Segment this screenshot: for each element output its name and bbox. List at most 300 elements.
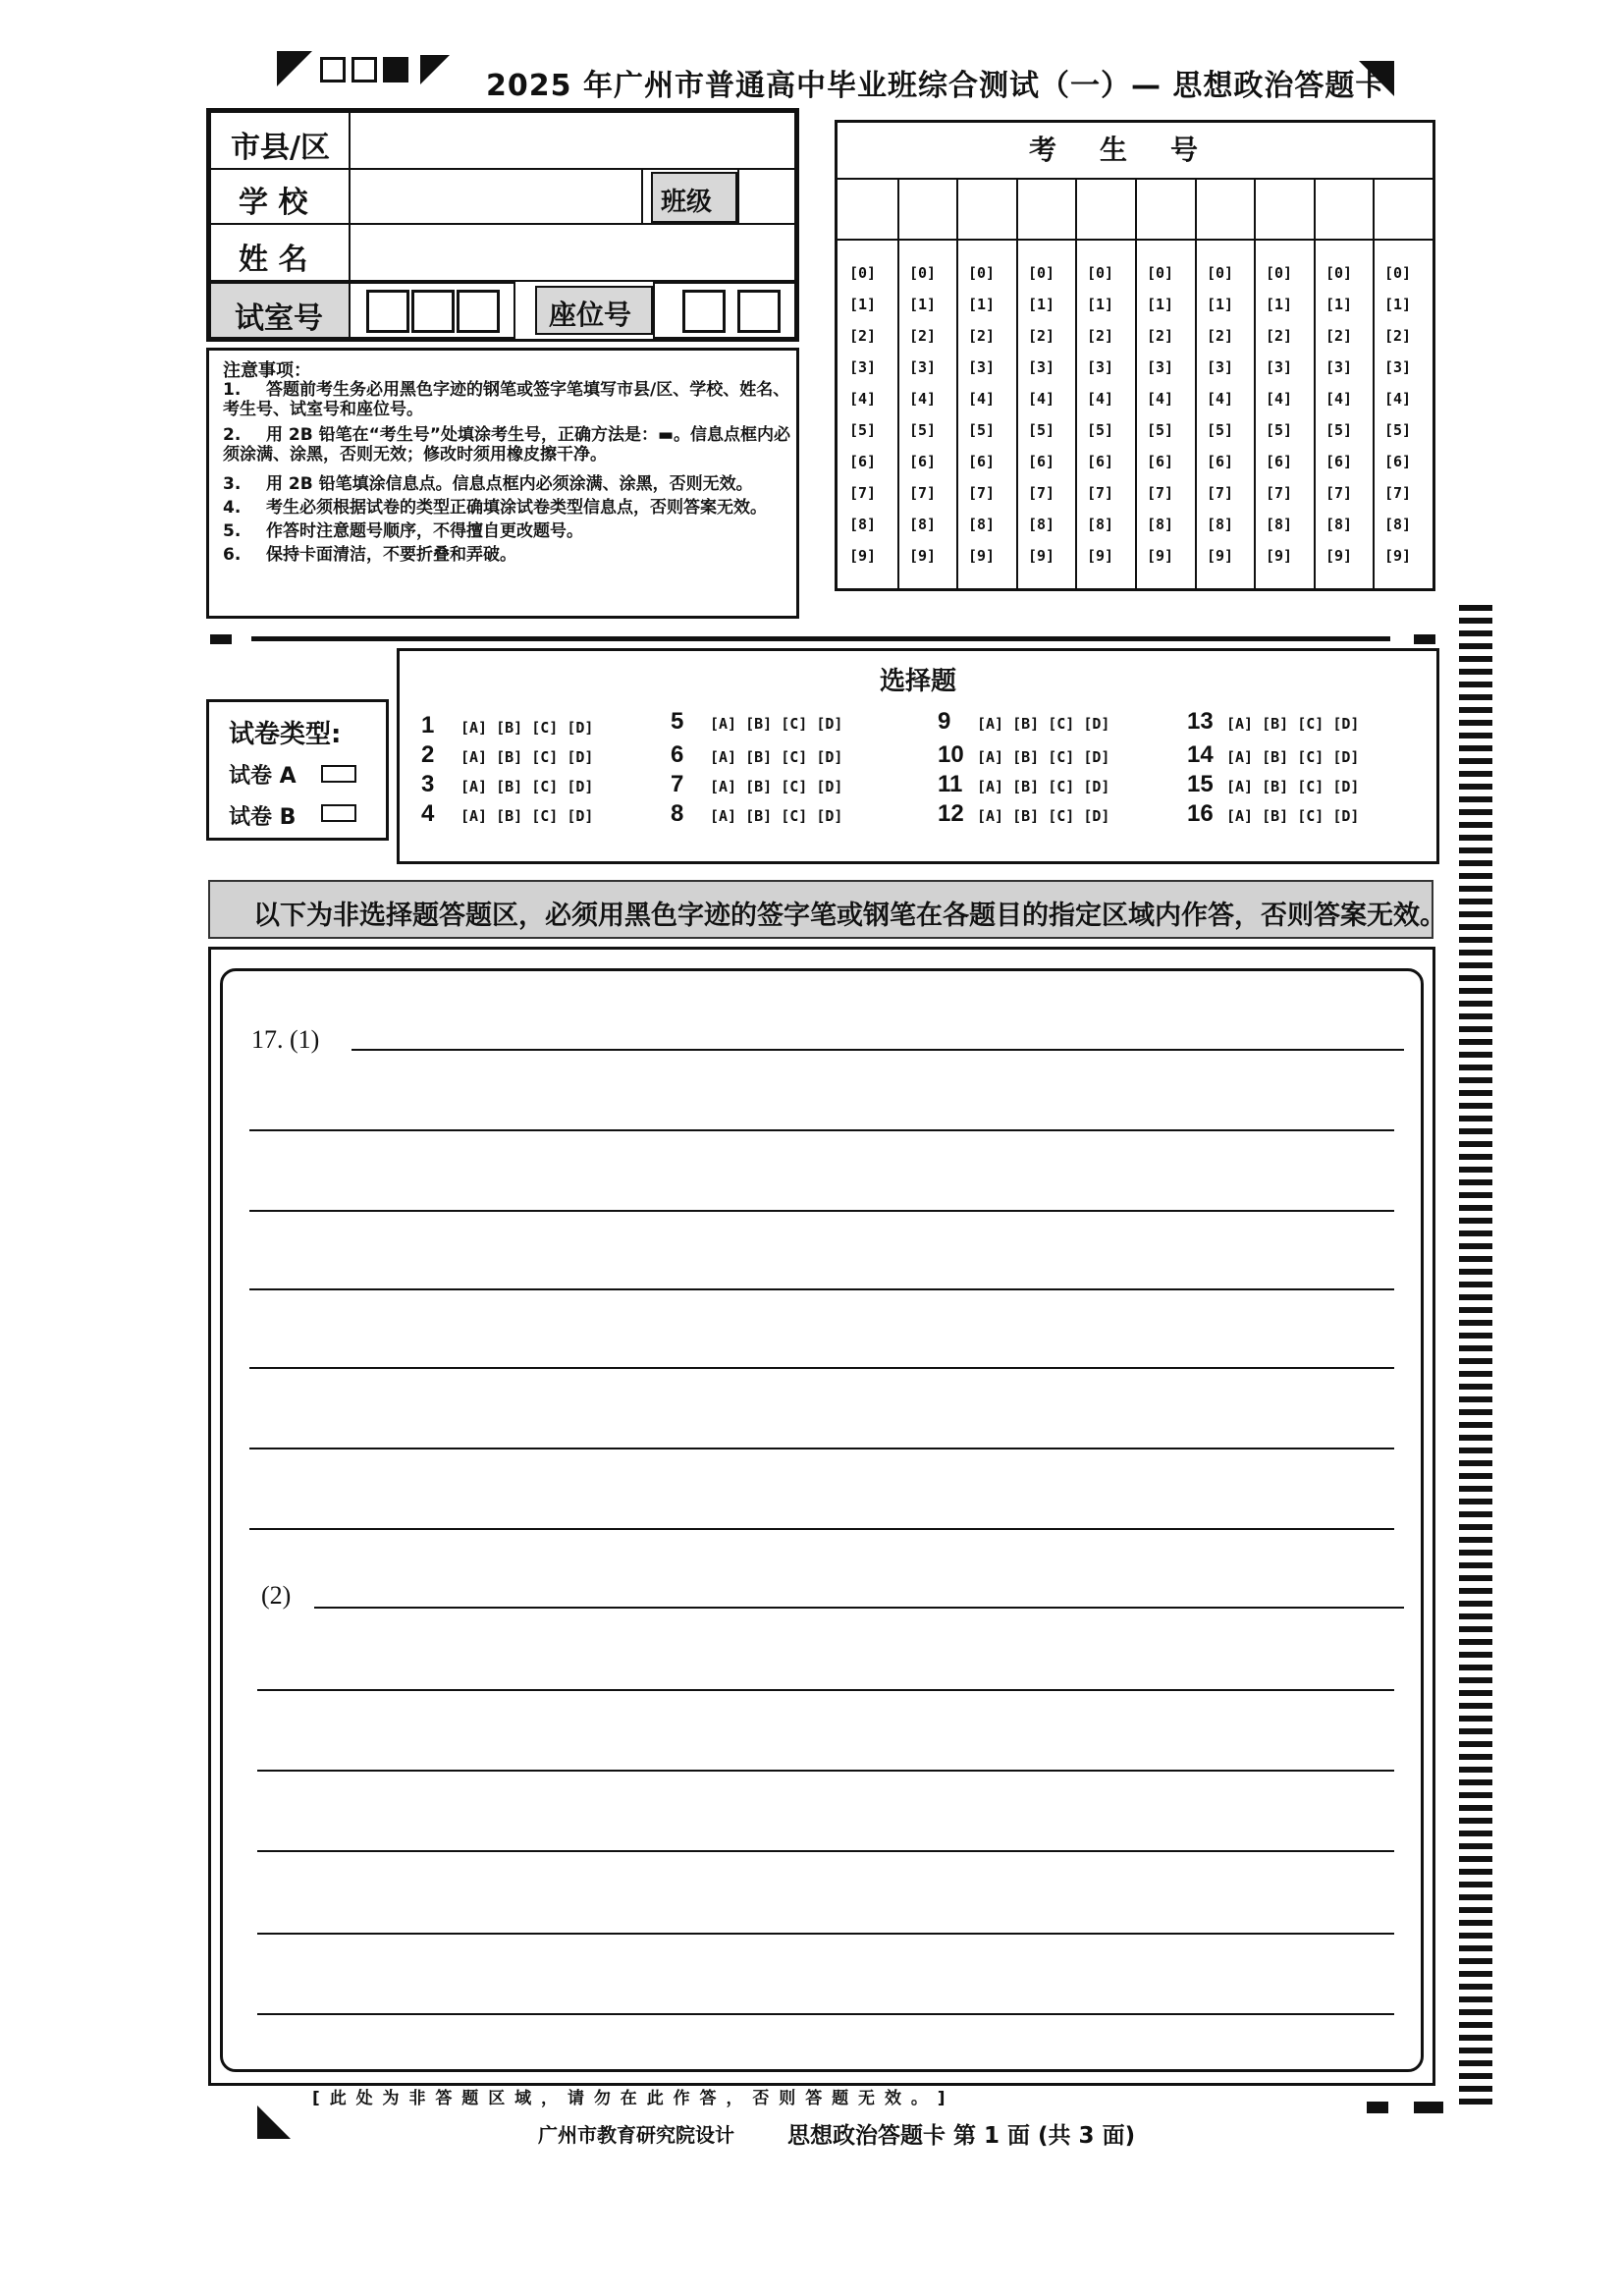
timing-mark	[1459, 1920, 1492, 1926]
room-digit-box-1[interactable]	[366, 290, 409, 333]
exam-digit-bubble[interactable]: [6]	[1207, 453, 1234, 470]
exam-digit-bubble[interactable]: [9]	[1087, 547, 1114, 565]
exam-digit-bubble[interactable]: [8]	[1266, 516, 1293, 533]
exam-digit-bubble[interactable]: [7]	[1207, 484, 1234, 502]
instruction-text: 作答时注意题号顺序，不得擅自更改题号。	[266, 521, 583, 541]
exam-digit-bubble[interactable]: [0]	[1147, 264, 1174, 282]
choice-question-number: 8	[671, 800, 684, 827]
control-square-1	[320, 57, 346, 82]
section-rule-right-mark	[1414, 634, 1435, 644]
student-info-table	[206, 108, 799, 342]
timing-mark	[1459, 1179, 1492, 1185]
choice-question	[1187, 800, 1359, 828]
exam-digit-bubble[interactable]: [1]	[1207, 296, 1234, 313]
choice-question-number: 14	[1187, 741, 1214, 768]
choice-option-bubbles[interactable]: [A] [B] [C] [D]	[1226, 715, 1360, 733]
timing-mark	[1459, 771, 1492, 777]
timing-mark	[1459, 2048, 1492, 2053]
timing-mark	[1459, 1473, 1492, 1479]
room-digit-box-3[interactable]	[457, 290, 500, 333]
exam-digit-bubble[interactable]: [0]	[968, 264, 996, 282]
control-square-3	[383, 57, 408, 82]
exam-digit-bubble[interactable]: [5]	[849, 421, 877, 439]
exam-digit-bubble[interactable]: [8]	[1384, 516, 1412, 533]
instruction-item	[223, 545, 792, 565]
seat-label: 座位号	[549, 299, 632, 331]
exam-number-column-divider	[1314, 178, 1316, 588]
timing-mark	[1459, 1677, 1492, 1683]
timing-mark	[1459, 1856, 1492, 1862]
paper-type-a-label: 试卷 A	[229, 764, 297, 789]
section-rule-left-mark	[210, 634, 232, 644]
exam-digit-bubble[interactable]: [6]	[1028, 453, 1055, 470]
exam-digit-bubble[interactable]: [2]	[1147, 327, 1174, 345]
exam-number-write-box[interactable]	[1316, 180, 1372, 237]
choice-question	[1187, 771, 1359, 798]
exam-digit-bubble[interactable]: [1]	[1028, 296, 1055, 313]
exam-digit-bubble[interactable]: [9]	[1384, 547, 1412, 565]
timing-mark	[1459, 1639, 1492, 1645]
timing-mark	[1459, 1486, 1492, 1492]
timing-mark	[1459, 937, 1492, 943]
timing-mark	[1459, 605, 1492, 611]
exam-digit-bubble[interactable]: [7]	[1087, 484, 1114, 502]
exam-digit-bubble[interactable]: [1]	[968, 296, 996, 313]
exam-number-column-divider	[1075, 178, 1077, 588]
exam-digit-bubble[interactable]: [9]	[1207, 547, 1234, 565]
instruction-num: 1.	[223, 380, 242, 400]
exam-number-write-box[interactable]	[1137, 180, 1193, 237]
instruction-item	[223, 380, 792, 419]
timing-mark	[1459, 1090, 1492, 1096]
exam-digit-bubble[interactable]: [5]	[1087, 421, 1114, 439]
choice-question-number: 12	[938, 800, 964, 827]
choice-option-bubbles[interactable]: [A] [B] [C] [D]	[460, 719, 594, 737]
choice-option-bubbles[interactable]: [A] [B] [C] [D]	[710, 715, 843, 733]
timing-mark	[1459, 1230, 1492, 1236]
exam-digit-bubble[interactable]: [5]	[1325, 421, 1353, 439]
exam-digit-bubble[interactable]: [0]	[849, 264, 877, 282]
timing-mark	[1459, 1001, 1492, 1007]
timing-mark	[1459, 1409, 1492, 1415]
instruction-num: 5.	[223, 521, 242, 541]
exam-digit-bubble[interactable]: [3]	[1147, 358, 1174, 376]
paper-type-box	[206, 699, 389, 841]
exam-digit-bubble[interactable]: [6]	[1087, 453, 1114, 470]
exam-digit-bubble[interactable]: [7]	[1028, 484, 1055, 502]
exam-digit-bubble[interactable]: [6]	[968, 453, 996, 470]
timing-mark	[1459, 809, 1492, 815]
timing-mark	[1459, 1345, 1492, 1351]
exam-digit-bubble[interactable]: [5]	[1266, 421, 1293, 439]
exam-digit-bubble[interactable]: [5]	[1028, 421, 1055, 439]
timing-mark	[1459, 1282, 1492, 1287]
timing-mark	[1459, 796, 1492, 802]
timing-mark	[1459, 1511, 1492, 1517]
timing-mark	[1459, 656, 1492, 662]
exam-digit-bubble[interactable]: [9]	[968, 547, 996, 565]
exam-digit-bubble[interactable]: [3]	[1087, 358, 1114, 376]
exam-digit-bubble[interactable]: [8]	[1147, 516, 1174, 533]
room-digit-box-2[interactable]	[411, 290, 455, 333]
exam-digit-bubble[interactable]: [2]	[968, 327, 996, 345]
exam-digit-bubble[interactable]: [2]	[1207, 327, 1234, 345]
exam-digit-bubble[interactable]: [9]	[849, 547, 877, 565]
timing-mark	[1459, 1779, 1492, 1785]
timing-mark	[1459, 1039, 1492, 1045]
exam-number-column-divider	[1195, 178, 1197, 588]
exam-digit-bubble[interactable]: [7]	[849, 484, 877, 502]
choice-option-bubbles[interactable]: [A] [B] [C] [D]	[977, 778, 1110, 795]
timing-mark	[1459, 1754, 1492, 1760]
timing-mark	[1459, 1460, 1492, 1466]
instruction-text: 考生必须根据试卷的类型正确填涂试卷类型信息点，否则答案无效。	[266, 498, 767, 518]
exam-digit-bubble[interactable]: [0]	[1028, 264, 1055, 282]
multiple-choice-section	[397, 648, 1439, 864]
answer-line[interactable]	[249, 1129, 1394, 1131]
choice-question	[671, 708, 842, 736]
exam-digit-bubble[interactable]: [9]	[909, 547, 937, 565]
exam-number-write-box[interactable]	[1077, 180, 1133, 237]
exam-digit-bubble[interactable]: [4]	[968, 390, 996, 408]
exam-digit-bubble[interactable]: [4]	[1207, 390, 1234, 408]
exam-digit-bubble[interactable]: [7]	[1325, 484, 1353, 502]
instruction-item	[223, 425, 792, 465]
timing-mark	[1459, 1716, 1492, 1722]
timing-mark	[1459, 1320, 1492, 1326]
timing-mark	[1459, 1205, 1492, 1211]
section-rule	[251, 636, 1390, 641]
exam-digit-bubble[interactable]: [4]	[1147, 390, 1174, 408]
exam-digit-bubble[interactable]: [3]	[849, 358, 877, 376]
exam-digit-bubble[interactable]: [0]	[1207, 264, 1234, 282]
choice-question-number: 7	[671, 771, 684, 797]
exam-digit-bubble[interactable]: [7]	[1147, 484, 1174, 502]
exam-digit-bubble[interactable]: [1]	[1384, 296, 1412, 313]
choice-question	[938, 708, 1109, 736]
exam-digit-bubble[interactable]: [2]	[1087, 327, 1114, 345]
timing-mark	[1459, 886, 1492, 892]
exam-digit-bubble[interactable]: [5]	[1384, 421, 1412, 439]
exam-digit-bubble[interactable]: [4]	[1325, 390, 1353, 408]
paper-type-a-bubble[interactable]	[321, 765, 356, 783]
exam-digit-bubble[interactable]: [5]	[909, 421, 937, 439]
answer-line[interactable]	[257, 1933, 1394, 1935]
exam-digit-bubble[interactable]: [1]	[1325, 296, 1353, 313]
choice-question-number: 11	[938, 771, 963, 797]
exam-digit-bubble[interactable]: [6]	[909, 453, 937, 470]
instruction-num: 6.	[223, 545, 242, 565]
exam-digit-bubble[interactable]: [3]	[1266, 358, 1293, 376]
timing-mark	[1459, 1818, 1492, 1824]
city-input[interactable]	[349, 111, 796, 170]
timing-mark	[1459, 2060, 1492, 2066]
exam-digit-bubble[interactable]: [7]	[1266, 484, 1293, 502]
instruction-text: 答题前考生务必用黑色字迹的钢笔或签字笔填写市县/区、学校、姓名、考生号、试室号和座位号。	[223, 380, 790, 419]
timing-mark	[1459, 1141, 1492, 1147]
answer-line[interactable]	[249, 1288, 1394, 1290]
paper-type-b-bubble[interactable]	[321, 804, 356, 822]
timing-mark	[1459, 2086, 1492, 2092]
exam-number-column-divider	[1135, 178, 1137, 588]
timing-mark	[1459, 630, 1492, 636]
timing-mark	[1459, 1052, 1492, 1058]
choice-question-number: 2	[421, 741, 435, 768]
exam-number-write-box[interactable]	[1256, 180, 1312, 237]
exam-digit-bubble[interactable]: [3]	[968, 358, 996, 376]
choice-option-bubbles[interactable]: [A] [B] [C] [D]	[710, 748, 843, 766]
q17-part2-label: (2)	[261, 1581, 292, 1610]
answer-line[interactable]	[249, 1367, 1394, 1369]
timing-mark	[1459, 707, 1492, 713]
exam-number-write-box[interactable]	[839, 180, 895, 237]
timing-mark	[1459, 1116, 1492, 1121]
answer-line[interactable]	[257, 1770, 1394, 1772]
school-label: 学 校	[239, 186, 308, 220]
exam-number-column-divider	[1254, 178, 1256, 588]
timing-mark	[1459, 1805, 1492, 1811]
exam-digit-bubble[interactable]: [8]	[1207, 516, 1234, 533]
timing-mark	[1459, 1065, 1492, 1070]
exam-digit-bubble[interactable]: [2]	[1384, 327, 1412, 345]
seat-digit-box-1[interactable]	[682, 290, 726, 333]
timing-mark	[1459, 1384, 1492, 1390]
timing-mark	[1459, 1371, 1492, 1377]
timing-mark	[1459, 1448, 1492, 1453]
exam-number-write-box[interactable]	[1018, 180, 1074, 237]
timing-mark	[1459, 1307, 1492, 1313]
instructions-box	[206, 348, 799, 619]
exam-digit-bubble[interactable]: [9]	[1266, 547, 1293, 565]
choice-question	[938, 741, 1109, 769]
exam-digit-bubble[interactable]: [2]	[849, 327, 877, 345]
timing-mark	[1459, 988, 1492, 994]
choice-question-number: 15	[1187, 771, 1214, 797]
exam-digit-bubble[interactable]: [2]	[909, 327, 937, 345]
choice-option-bubbles[interactable]: [A] [B] [C] [D]	[1226, 748, 1360, 766]
choice-question-number: 4	[421, 800, 435, 827]
choice-question	[671, 800, 842, 828]
exam-digit-bubble[interactable]: [0]	[1266, 264, 1293, 282]
timing-mark	[1459, 975, 1492, 981]
exam-digit-bubble[interactable]: [3]	[1028, 358, 1055, 376]
exam-digit-bubble[interactable]: [8]	[909, 516, 937, 533]
timing-mark	[1459, 1562, 1492, 1568]
answer-line[interactable]	[257, 1850, 1394, 1852]
exam-number-write-box[interactable]	[1197, 180, 1253, 237]
bottom-right-mark-2	[1414, 2102, 1443, 2113]
exam-digit-bubble[interactable]: [7]	[968, 484, 996, 502]
choice-option-bubbles[interactable]: [A] [B] [C] [D]	[460, 748, 594, 766]
timing-mark	[1459, 1243, 1492, 1249]
exam-digit-bubble[interactable]: [0]	[1325, 264, 1353, 282]
exam-digit-bubble[interactable]: [2]	[1325, 327, 1353, 345]
exam-digit-bubble[interactable]: [2]	[1266, 327, 1293, 345]
exam-number-write-box[interactable]	[1375, 180, 1431, 237]
choice-question-number: 16	[1187, 800, 1214, 827]
timing-mark	[1459, 1294, 1492, 1300]
timing-mark	[1459, 1971, 1492, 1977]
timing-mark	[1459, 1792, 1492, 1798]
choice-option-bubbles[interactable]: [A] [B] [C] [D]	[710, 778, 843, 795]
exam-digit-bubble[interactable]: [4]	[909, 390, 937, 408]
timing-mark	[1459, 1767, 1492, 1773]
exam-number-write-box[interactable]	[899, 180, 955, 237]
exam-digit-bubble[interactable]: [9]	[1028, 547, 1055, 565]
timing-mark	[1459, 2009, 1492, 2015]
choice-question-number: 3	[421, 771, 435, 797]
timing-mark	[1459, 1869, 1492, 1875]
timing-mark	[1459, 1958, 1492, 1964]
timing-mark	[1459, 784, 1492, 790]
exam-digit-bubble[interactable]: [4]	[1384, 390, 1412, 408]
instruction-num: 4.	[223, 498, 242, 518]
exam-digit-bubble[interactable]: [1]	[1266, 296, 1293, 313]
timing-mark	[1459, 1256, 1492, 1262]
exam-digit-bubble[interactable]: [0]	[1384, 264, 1412, 282]
timing-mark	[1459, 1588, 1492, 1594]
timing-mark	[1459, 847, 1492, 853]
exam-digit-bubble[interactable]: [9]	[1325, 547, 1353, 565]
non-choice-banner-text: 以下为非选择题答题区，必须用黑色字迹的签字笔或钢笔在各题目的指定区域内作答，否则答案无效。	[253, 901, 1446, 931]
choice-option-bubbles[interactable]: [A] [B] [C] [D]	[710, 807, 843, 825]
exam-digit-bubble[interactable]: [6]	[1384, 453, 1412, 470]
choice-question	[421, 712, 593, 739]
choice-question	[671, 771, 842, 798]
exam-digit-bubble[interactable]: [9]	[1147, 547, 1174, 565]
exam-digit-bubble[interactable]: [7]	[909, 484, 937, 502]
timing-mark	[1459, 1894, 1492, 1900]
exam-digit-bubble[interactable]: [4]	[849, 390, 877, 408]
exam-digit-bubble[interactable]: [5]	[1147, 421, 1174, 439]
exam-digit-bubble[interactable]: [4]	[1266, 390, 1293, 408]
answer-line[interactable]	[257, 1689, 1394, 1691]
choice-question	[1187, 708, 1359, 736]
timing-mark	[1459, 1396, 1492, 1402]
choice-option-bubbles[interactable]: [A] [B] [C] [D]	[977, 807, 1110, 825]
exam-digit-bubble[interactable]: [0]	[909, 264, 937, 282]
timing-mark	[1459, 682, 1492, 687]
timing-mark	[1459, 1601, 1492, 1607]
answer-line[interactable]	[314, 1607, 1404, 1609]
choice-question	[671, 741, 842, 769]
choice-question-number: 5	[671, 708, 684, 735]
timing-mark	[1459, 1154, 1492, 1160]
exam-digit-bubble[interactable]: [4]	[1087, 390, 1114, 408]
choice-option-bubbles[interactable]: [A] [B] [C] [D]	[977, 748, 1110, 766]
timing-mark	[1459, 2073, 1492, 2079]
timing-mark	[1459, 1422, 1492, 1428]
answer-line[interactable]	[249, 1210, 1394, 1212]
timing-mark	[1459, 1690, 1492, 1696]
exam-digit-bubble[interactable]: [5]	[968, 421, 996, 439]
choice-option-bubbles[interactable]: [A] [B] [C] [D]	[460, 807, 594, 825]
exam-digit-bubble[interactable]: [6]	[1147, 453, 1174, 470]
timing-mark	[1459, 1167, 1492, 1173]
exam-digit-bubble[interactable]: [3]	[1207, 358, 1234, 376]
exam-digit-bubble[interactable]: [8]	[1028, 516, 1055, 533]
exam-digit-bubble[interactable]: [3]	[1325, 358, 1353, 376]
paper-type-b-label: 试卷 B	[229, 805, 297, 830]
exam-digit-bubble[interactable]: [3]	[1384, 358, 1412, 376]
name-input[interactable]	[349, 223, 796, 282]
timing-mark	[1459, 1613, 1492, 1619]
exam-digit-bubble[interactable]: [1]	[909, 296, 937, 313]
class-input[interactable]	[737, 168, 796, 225]
answer-line[interactable]	[249, 1448, 1394, 1449]
exam-number-column-divider	[1016, 178, 1018, 588]
choice-question	[421, 741, 593, 769]
choice-question	[938, 771, 1109, 798]
exam-digit-bubble[interactable]: [3]	[909, 358, 937, 376]
timing-mark	[1459, 1831, 1492, 1836]
exam-digit-bubble[interactable]: [1]	[1087, 296, 1114, 313]
instruction-item	[223, 498, 792, 518]
school-input[interactable]	[349, 168, 643, 225]
exam-digit-bubble[interactable]: [5]	[1207, 421, 1234, 439]
choice-question-number: 10	[938, 741, 964, 768]
exam-digit-bubble[interactable]: [1]	[849, 296, 877, 313]
choice-option-bubbles[interactable]: [A] [B] [C] [D]	[977, 715, 1110, 733]
exam-digit-bubble[interactable]: [6]	[849, 453, 877, 470]
answer-line[interactable]	[257, 2013, 1394, 2015]
exam-digit-bubble[interactable]: [8]	[849, 516, 877, 533]
exam-digit-bubble[interactable]: [8]	[1325, 516, 1353, 533]
choice-option-bubbles[interactable]: [A] [B] [C] [D]	[1226, 807, 1360, 825]
answer-line[interactable]	[249, 1528, 1394, 1530]
exam-digit-bubble[interactable]: [8]	[968, 516, 996, 533]
instruction-text: 用 2B 铅笔填涂信息点。信息点框内必须涂满、涂黑，否则无效。	[266, 474, 753, 494]
non-choice-banner	[208, 880, 1446, 939]
answer-area[interactable]	[220, 968, 1424, 2072]
exam-number-write-box[interactable]	[958, 180, 1014, 237]
exam-digit-bubble[interactable]: [0]	[1087, 264, 1114, 282]
timing-mark	[1459, 669, 1492, 675]
timing-mark	[1459, 733, 1492, 738]
exam-number-title: 考生号	[838, 123, 1433, 180]
timing-mark	[1459, 643, 1492, 649]
timing-mark	[1459, 1077, 1492, 1083]
seat-digit-box-2[interactable]	[737, 290, 781, 333]
exam-digit-bubble[interactable]: [2]	[1028, 327, 1055, 345]
corner-mark-top-left	[277, 51, 312, 86]
timing-mark	[1459, 1996, 1492, 2002]
control-square-2	[351, 57, 377, 82]
paper-type-title: 试卷类型:	[229, 720, 342, 749]
choice-question	[938, 800, 1109, 828]
exam-digit-bubble[interactable]: [8]	[1087, 516, 1114, 533]
exam-digit-bubble[interactable]: [6]	[1325, 453, 1353, 470]
answer-line[interactable]	[351, 1049, 1404, 1051]
exam-digit-bubble[interactable]: [6]	[1266, 453, 1293, 470]
exam-digit-bubble[interactable]: [4]	[1028, 390, 1055, 408]
choice-option-bubbles[interactable]: [A] [B] [C] [D]	[1226, 778, 1360, 795]
instruction-text: 用 2B 铅笔在“考生号”处填涂考生号，正确方法是：▬。信息点框内必须涂满、涂黑，否则无效；修改时须用橡皮擦干净。	[223, 425, 791, 465]
timing-mark	[1459, 1550, 1492, 1556]
exam-digit-bubble[interactable]: [1]	[1147, 296, 1174, 313]
choice-question	[421, 771, 593, 798]
timing-mark	[1459, 1882, 1492, 1887]
multiple-choice-title: 选择题	[879, 667, 956, 696]
timing-mark	[1459, 1218, 1492, 1224]
choice-option-bubbles[interactable]: [A] [B] [C] [D]	[460, 778, 594, 795]
exam-number-grid	[835, 120, 1435, 591]
exam-digit-bubble[interactable]: [7]	[1384, 484, 1412, 502]
timing-mark	[1459, 694, 1492, 700]
timing-mark	[1459, 2035, 1492, 2041]
timing-mark	[1459, 1435, 1492, 1441]
timing-mark	[1459, 950, 1492, 956]
